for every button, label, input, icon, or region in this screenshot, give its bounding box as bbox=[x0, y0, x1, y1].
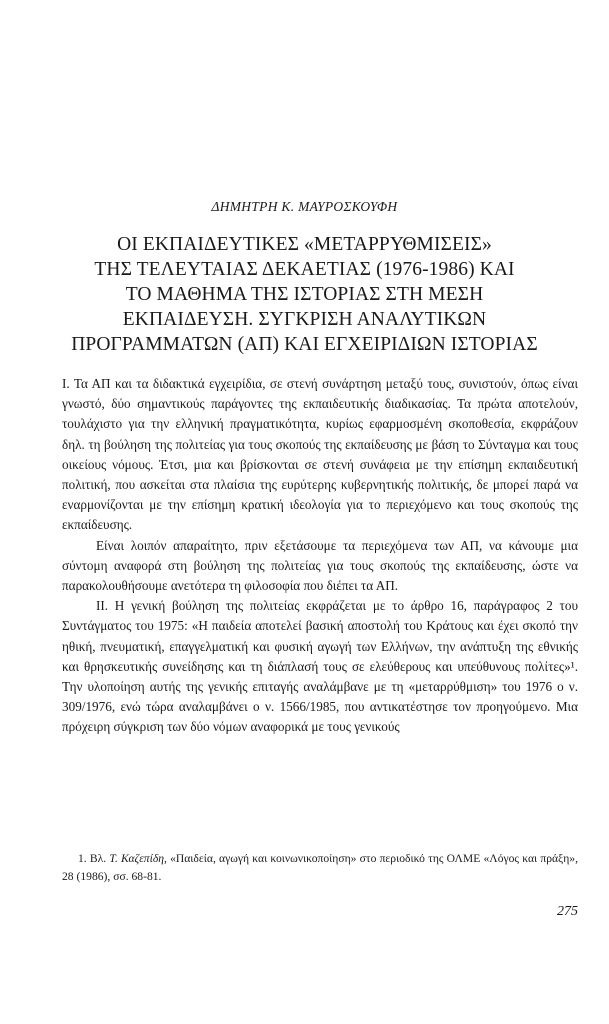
footnote bbox=[62, 850, 578, 886]
article-title bbox=[30, 232, 579, 357]
title-line: ΤΟ ΜΑΘΗΜΑ ΤΗΣ ΙΣΤΟΡΙΑΣ ΣΤΗ ΜΕΣΗ bbox=[125, 284, 484, 305]
body-paragraph: ΙΙ. Η γενική βούληση της πολιτείας εκφράζεται με το άρθρο 16, παράγραφος 2 του Συντάγματος του 1975: «Η παιδεία αποτελεί βασική αποστολή του Κράτους και έχει σκοπό την ηθική, πνευματική, επαγγελματική και φυσική αγωγή των Ελλήνων, την ανάπτυξη της εθνικής και θρησκευτικής συνείδησης και τη διάπλασή τους σε ελεύθερους και υπεύθυνους πολίτες»¹. Την υλοποίηση αυτής της γενικής επιταγής αναλάμβανε με τη «μεταρρύθμιση» του 1976 ο ν. 309/1976, ενώ τώρα αναλαμβάνει ο ν. 1566/1985, που αντικατέστησε τον προηγούμενο. Μια πρόχειρη σύγκριση των δύο νόμων αναφορικά με τους γενικούς bbox=[62, 598, 578, 735]
footnote-prefix: 1. Βλ. bbox=[78, 852, 110, 865]
title-line: ΤΗΣ ΤΕΛΕΥΤΑΙΑΣ ΔΕΚΑΕΤΙΑΣ (1976-1986) ΚΑΙ bbox=[94, 259, 515, 280]
article-body bbox=[62, 374, 578, 738]
page-number: 275 bbox=[557, 904, 578, 919]
body-paragraph: Ι. Τα ΑΠ και τα διδακτικά εγχειρίδια, σε στενή συνάρτηση μεταξύ τους, συνιστούν, όπως είναι γνωστό, δύο σημαντικούς παράγοντες της εκπαιδευτικής διαδικασίας. Τα πρώτα αποτελούν, τουλάχιστο για την ελληνική πραγματικότητα, κυρίως εφαρμοσμένη σκοποθεσία, εκφράζουν δηλ. τη βούληση της πολιτείας για τους σκοπούς της εκπαίδευσης με βάση το Σύνταγμα και τους οικείους νόμους. Έτσι, μια και βρίσκονται σε στενή συνάφεια με την επίσημη εκπαιδευτική πολιτική, που ασκείται στα πλαίσια της ευρύτερης κυβερνητικής πολιτικής, δε μπορεί παρά να εναρμονίζονται με την επίσημη κρατική ιδεολογία για το περιεχόμενο και τους σκοπούς της εκπαίδευσης. bbox=[62, 376, 578, 533]
author-name: ΔΗΜΗΤΡΗ Κ. ΜΑΥΡΟΣΚΟΥΦΗ bbox=[211, 199, 398, 214]
title-line: ΟΙ ΕΚΠΑΙΔΕΥΤΙΚΕΣ «ΜΕΤΑΡΡΥΘΜΙΣΕΙΣ» bbox=[117, 234, 492, 255]
body-paragraph: Είναι λοιπόν απαραίτητο, πριν εξετάσουμε τα περιεχόμενα των ΑΠ, να κάνουμε μια σύντομη αναφορά στη βούληση της πολιτείας για τους σκοπούς της εκπαίδευσης, ώστε να παρακολουθήσουμε ανετότερα τη φιλοσοφία που διέπει τα ΑΠ. bbox=[62, 537, 578, 594]
title-line: ΕΚΠΑΙΔΕΥΣΗ. ΣΥΓΚΡΙΣΗ ΑΝΑΛΥΤΙΚΩΝ bbox=[122, 309, 487, 330]
footnote-text: , «Παιδεία, αγωγή και κοινωνικοποίηση» στο περιοδικό της ΟΛΜΕ «Λόγος και πράξη», 28 (1986), σσ. 68-81. bbox=[62, 852, 578, 883]
footnote-author: Τ. Καζεπίδη bbox=[109, 852, 164, 865]
title-line: ΠΡΟΓΡΑΜΜΑΤΩΝ (ΑΠ) ΚΑΙ ΕΓΧΕΙΡΙΔΙΩΝ ΙΣΤΟΡΙΑΣ bbox=[71, 334, 538, 355]
